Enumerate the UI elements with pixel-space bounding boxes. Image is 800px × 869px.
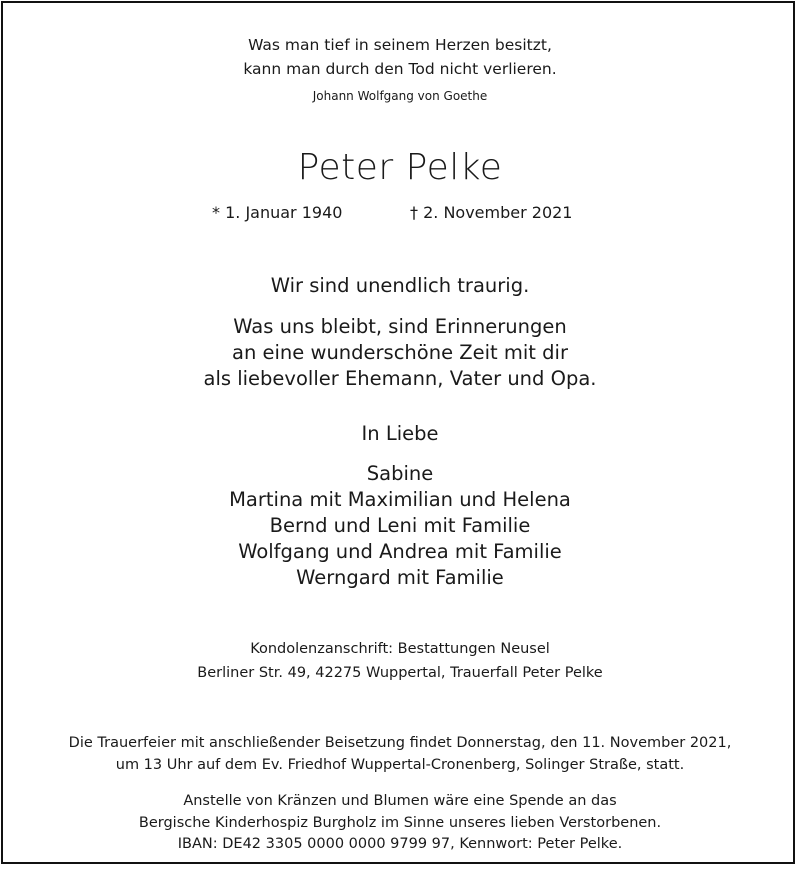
donation-line-1: Anstelle von Kränzen und Blumen wäre eine Spende an das [183, 793, 617, 809]
mourner-item: Sabine [366, 462, 434, 485]
birth-date: * 1. Januar 1940 [212, 203, 343, 222]
mourner-item: Martina mit Maximilian und Helena [229, 488, 571, 511]
funeral-line-2: um 13 Uhr auf dem Ev. Friedhof Wuppertal-Cronenberg, Solinger Straße, statt. [115, 757, 685, 773]
condolence-line-2: Berliner Str. 49, 42275 Wuppertal, Trauerfall Peter Pelke [197, 665, 603, 681]
mourner-item: Wolfgang und Andrea mit Familie [238, 540, 562, 563]
in-love: In Liebe [361, 422, 439, 445]
deceased-name: Peter Pelke [297, 147, 503, 188]
message-line-3: an eine wunderschöne Zeit mit dir [232, 341, 568, 364]
quote-line-1: Was man tief in seinem Herzen besitzt, [248, 36, 552, 54]
message-line-1: Wir sind unendlich traurig. [270, 274, 530, 297]
donation-line-3: IBAN: DE42 3305 0000 0000 9799 97, Kennwort: Peter Pelke. [177, 836, 623, 852]
life-dates [0, 203, 800, 225]
funeral-line-1: Die Trauerfeier mit anschließender Beisetzung findet Donnerstag, den 11. November 2021, [68, 735, 732, 751]
quote-author: Johann Wolfgang von Goethe [312, 89, 488, 103]
mourner-item: Werngard mit Familie [296, 566, 504, 589]
mourner-item: Bernd und Leni mit Familie [269, 514, 531, 537]
donation-line-2: Bergische Kinderhospiz Burgholz im Sinne unseres lieben Verstorbenen. [138, 815, 662, 831]
message-line-4: als liebevoller Ehemann, Vater und Opa. [203, 367, 597, 390]
message-line-2: Was uns bleibt, sind Erinnerungen [233, 315, 567, 338]
death-date: † 2. November 2021 [410, 203, 573, 222]
condolence-line-1: Kondolenzanschrift: Bestattungen Neusel [250, 641, 550, 657]
quote-line-2: kann man durch den Tod nicht verlieren. [243, 60, 557, 78]
